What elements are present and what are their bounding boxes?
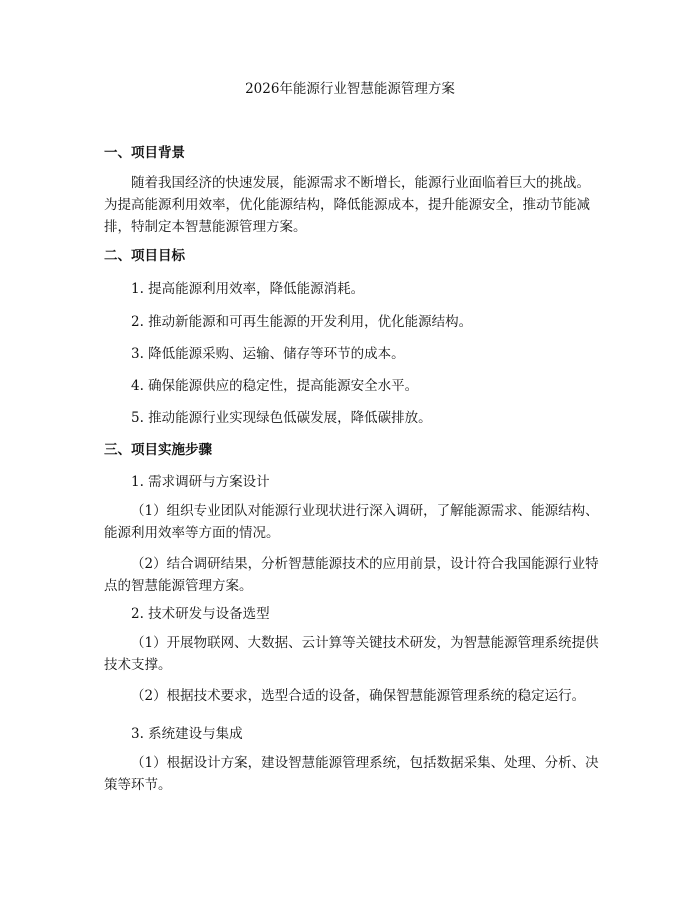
background-paragraph: 随着我国经济的快速发展，能源需求不断增长，能源行业面临着巨大的挑战。为提高能源利用效率，优化能源结构，降低能源成本，提升能源安全，推动节能减排，特制定本智慧能源管理方案。: [104, 175, 590, 235]
step-paragraph: （1）组织专业团队对能源行业现状进行深入调研，了解能源需求、能源结构、能源利用效率等方面的情况。: [104, 503, 599, 541]
step-paragraph: （2）结合调研结果，分析智慧能源技术的应用前景，设计符合我国能源行业特点的智慧能源管理方案。: [104, 556, 599, 594]
step-label: 1. 需求调研与方案设计: [131, 474, 270, 490]
section-heading-background: 一、项目背景: [104, 145, 185, 161]
step-label: 3. 系统建设与集成: [131, 726, 243, 742]
section-heading-goals: 二、项目目标: [104, 248, 185, 264]
step-paragraph: （1）开展物联网、大数据、云计算等关键技术研发，为智慧能源管理系统提供技术支撑。: [104, 635, 599, 673]
step-paragraph: （1）根据设计方案，建设智慧能源管理系统，包括数据采集、处理、分析、决策等环节。: [104, 755, 599, 793]
step-paragraph: （2）根据技术要求，选型合适的设备，确保智慧能源管理系统的稳定运行。: [131, 688, 586, 704]
goal-item: 2. 推动新能源和可再生能源的开发利用，优化能源结构。: [131, 314, 473, 330]
section-heading-steps: 三、项目实施步骤: [104, 442, 212, 458]
document-title: 2026年能源行业智慧能源管理方案: [245, 81, 455, 97]
goal-item: 3. 降低能源采购、运输、储存等环节的成本。: [131, 346, 405, 362]
goal-item: 5. 推动能源行业实现绿色低碳发展，降低碳排放。: [131, 410, 432, 426]
goal-item: 4. 确保能源供应的稳定性，提高能源安全水平。: [131, 378, 419, 394]
goal-item: 1. 提高能源利用效率，降低能源消耗。: [131, 281, 365, 297]
step-label: 2. 技术研发与设备选型: [131, 606, 270, 622]
